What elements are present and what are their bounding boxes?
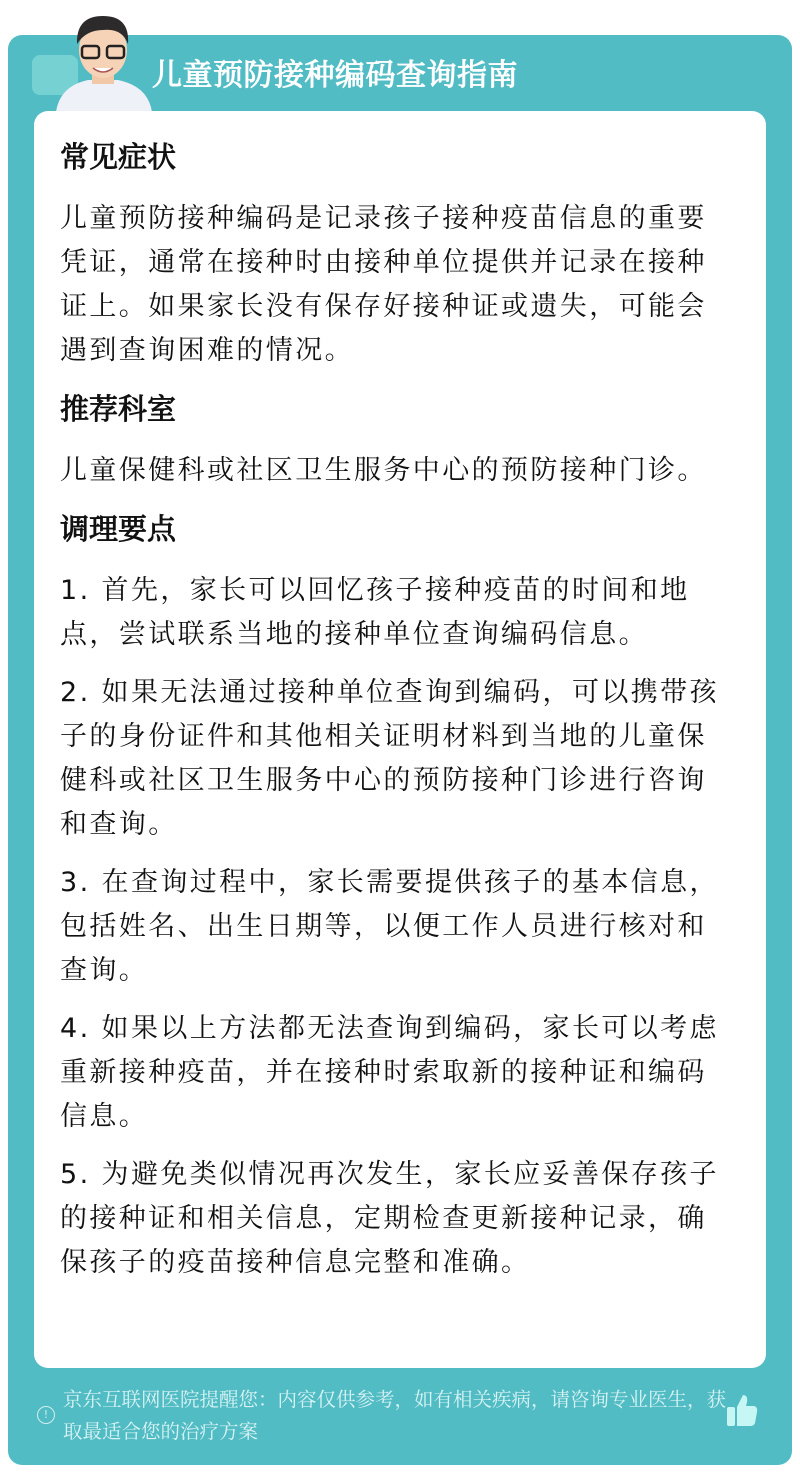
section-department <box>60 387 734 493</box>
list-item: 5. 为避免类似情况再次发生，家长应妥善保存孩子的接种证和相关信息，定期检查更新接种记录，确保孩子的疫苗接种信息完整和准确。 <box>60 1159 719 1278</box>
content-card <box>34 111 766 1368</box>
section-heading: 推荐科室 <box>60 392 177 426</box>
disclaimer-text: 京东互联网医院提醒您：内容仅供参考，如有相关疾病，请咨询专业医生，获取最适合您的治疗方案 <box>63 1388 727 1443</box>
section-symptoms <box>60 135 734 373</box>
section-heading: 常见症状 <box>60 140 177 174</box>
info-icon: ! <box>37 1406 55 1424</box>
section-heading: 调理要点 <box>60 512 177 546</box>
doctor-avatar <box>48 8 158 112</box>
list-item: 4. 如果以上方法都无法查询到编码，家长可以考虑重新接种疫苗，并在接种时索取新的接种证和编码信息。 <box>60 1013 719 1132</box>
section-care-tips <box>60 507 734 1285</box>
list-item: 1. 首先，家长可以回忆孩子接种疫苗的时间和地点，尝试联系当地的接种单位查询编码信息。 <box>60 575 690 650</box>
section-paragraph: 儿童预防接种编码是记录孩子接种疫苗信息的重要凭证，通常在接种时由接种单位提供并记录在接种证上。如果家长没有保存好接种证或遗失，可能会遇到查询困难的情况。 <box>60 203 707 366</box>
list-item: 2. 如果无法通过接种单位查询到编码，可以携带孩子的身份证件和其他相关证明材料到当地的儿童保健科或社区卫生服务中心的预防接种门诊进行咨询和查询。 <box>60 677 719 840</box>
list-item: 3. 在查询过程中，家长需要提供孩子的基本信息，包括姓名、出生日期等，以便工作人员进行核对和查询。 <box>60 867 719 986</box>
page-title: 儿童预防接种编码查询指南 <box>152 58 518 93</box>
section-paragraph: 儿童保健科或社区卫生服务中心的预防接种门诊。 <box>60 455 707 486</box>
thumbs-up-icon[interactable] <box>725 1392 759 1428</box>
